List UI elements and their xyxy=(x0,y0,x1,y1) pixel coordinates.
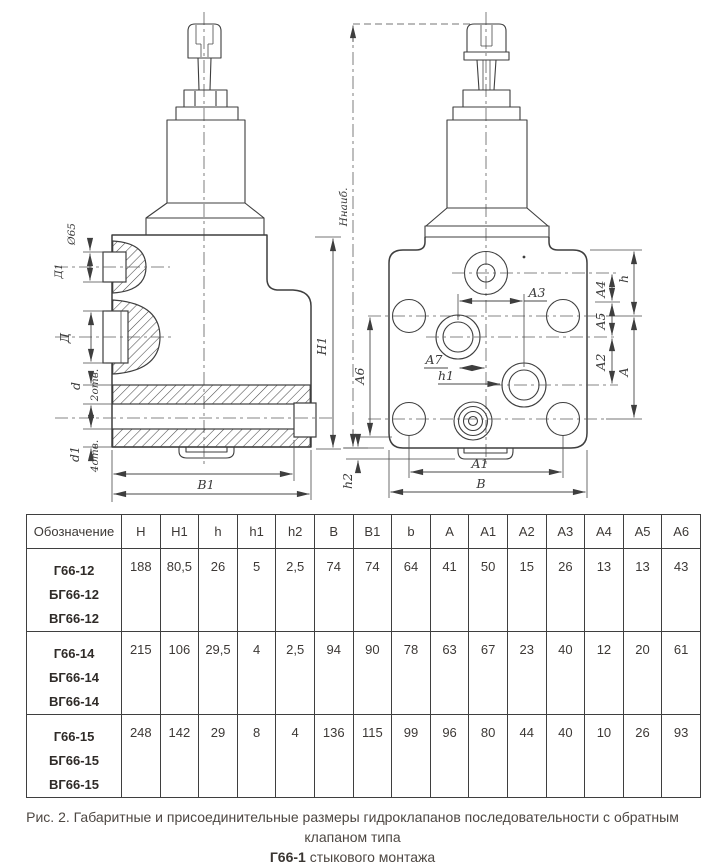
value-cell: 248 xyxy=(122,715,161,798)
model-name: Г66-12 xyxy=(53,563,95,578)
model-name: БГ66-15 xyxy=(49,753,99,768)
label-H-max: Hнаиб. xyxy=(338,187,350,227)
value-cell: 13 xyxy=(585,549,624,632)
label-A1: A1 xyxy=(471,456,489,471)
column-header-h1: h1 xyxy=(237,515,276,549)
value-cell: 74 xyxy=(353,549,392,632)
column-header-A4: A4 xyxy=(585,515,624,549)
label-d-holes: 2отв. xyxy=(89,368,101,402)
column-header-A1: A1 xyxy=(469,515,508,549)
column-header-b: b xyxy=(392,515,431,549)
value-cell: 80 xyxy=(469,715,508,798)
value-cell: 40 xyxy=(546,632,585,715)
designation-cell xyxy=(27,549,122,632)
label-A5: A5 xyxy=(593,312,608,330)
column-header-designation: Обозначение xyxy=(27,515,122,549)
value-cell: 26 xyxy=(623,715,662,798)
column-header-H: H xyxy=(122,515,161,549)
designation-cell xyxy=(27,715,122,798)
label-A: A xyxy=(616,367,631,377)
value-cell: 215 xyxy=(122,632,161,715)
label-h1: h1 xyxy=(437,368,455,383)
value-cell: 63 xyxy=(430,632,469,715)
label-D: Д xyxy=(57,332,72,344)
model-name: БГ66-14 xyxy=(49,670,99,685)
value-cell: 80,5 xyxy=(160,549,199,632)
model-name: БГ66-12 xyxy=(49,587,99,602)
column-header-A3: A3 xyxy=(546,515,585,549)
value-cell: 29 xyxy=(199,715,238,798)
value-cell: 188 xyxy=(122,549,161,632)
right-view xyxy=(368,12,618,466)
label-d1-holes: 4отв. xyxy=(89,439,101,473)
label-A6: A6 xyxy=(352,367,367,385)
value-cell: 5 xyxy=(237,549,276,632)
label-A4: A4 xyxy=(593,280,608,298)
table-row xyxy=(27,715,701,798)
column-header-h2: h2 xyxy=(276,515,315,549)
value-cell: 2,5 xyxy=(276,549,315,632)
column-header-A: A xyxy=(430,515,469,549)
label-B: B xyxy=(476,476,486,491)
value-cell: 64 xyxy=(392,549,431,632)
value-cell: 26 xyxy=(199,549,238,632)
value-cell: 15 xyxy=(507,549,546,632)
caption-line-2-text: стыкового монтажа xyxy=(305,849,436,865)
value-cell: 43 xyxy=(662,549,701,632)
model-name: ВГ66-12 xyxy=(48,611,99,626)
value-cell: 13 xyxy=(623,549,662,632)
value-cell: 136 xyxy=(314,715,353,798)
label-h: h xyxy=(616,274,631,284)
caption-line-2 xyxy=(0,847,705,867)
value-cell: 61 xyxy=(662,632,701,715)
label-dia65: Ø65 xyxy=(66,223,78,245)
value-cell: 40 xyxy=(546,715,585,798)
value-cell: 2,5 xyxy=(276,632,315,715)
column-header-h: h xyxy=(199,515,238,549)
caption-model-code: Г66-1 xyxy=(269,849,306,865)
value-cell: 12 xyxy=(585,632,624,715)
value-cell: 44 xyxy=(507,715,546,798)
value-cell: 67 xyxy=(469,632,508,715)
label-D1: Д1 xyxy=(53,263,65,279)
figure-caption xyxy=(0,807,705,867)
label-d1: d1 xyxy=(67,446,82,462)
value-cell: 41 xyxy=(430,549,469,632)
value-cell: 115 xyxy=(353,715,392,798)
value-cell: 93 xyxy=(662,715,701,798)
value-cell: 4 xyxy=(237,632,276,715)
label-d: d xyxy=(68,381,83,391)
value-cell: 78 xyxy=(392,632,431,715)
table-row xyxy=(27,632,701,715)
label-A3: A3 xyxy=(528,285,546,300)
value-cell: 10 xyxy=(585,715,624,798)
column-header-A6: A6 xyxy=(662,515,701,549)
value-cell: 90 xyxy=(353,632,392,715)
label-h2: h2 xyxy=(340,472,355,490)
label-H1: H1 xyxy=(314,336,329,356)
value-cell: 26 xyxy=(546,549,585,632)
column-header-A5: A5 xyxy=(623,515,662,549)
column-header-B: B xyxy=(314,515,353,549)
caption-line-1: Рис. 2. Габаритные и присоединительные размеры гидроклапанов последовательности с обратным клапаном типа xyxy=(26,809,679,845)
label-A2: A2 xyxy=(593,353,608,371)
value-cell: 4 xyxy=(276,715,315,798)
value-cell: 29,5 xyxy=(199,632,238,715)
table-section xyxy=(26,514,705,798)
value-cell: 142 xyxy=(160,715,199,798)
dimensions-table xyxy=(26,514,701,798)
model-name: Г66-15 xyxy=(53,729,95,744)
value-cell: 96 xyxy=(430,715,469,798)
table-row xyxy=(27,549,701,632)
label-A7: A7 xyxy=(425,352,443,367)
value-cell: 106 xyxy=(160,632,199,715)
value-cell: 20 xyxy=(623,632,662,715)
label-B1: B1 xyxy=(197,477,215,492)
column-header-B1: B1 xyxy=(353,515,392,549)
value-cell: 8 xyxy=(237,715,276,798)
model-name: ВГ66-15 xyxy=(48,777,99,792)
model-name: ВГ66-14 xyxy=(48,694,99,709)
value-cell: 50 xyxy=(469,549,508,632)
value-cell: 99 xyxy=(392,715,431,798)
value-cell: 23 xyxy=(507,632,546,715)
column-header-H1: H1 xyxy=(160,515,199,549)
table-header-row xyxy=(27,515,701,549)
designation-cell xyxy=(27,632,122,715)
column-header-A2: A2 xyxy=(507,515,546,549)
value-cell: 94 xyxy=(314,632,353,715)
value-cell: 74 xyxy=(314,549,353,632)
right-view-dimensions xyxy=(340,250,642,498)
model-name: Г66-14 xyxy=(53,646,95,661)
